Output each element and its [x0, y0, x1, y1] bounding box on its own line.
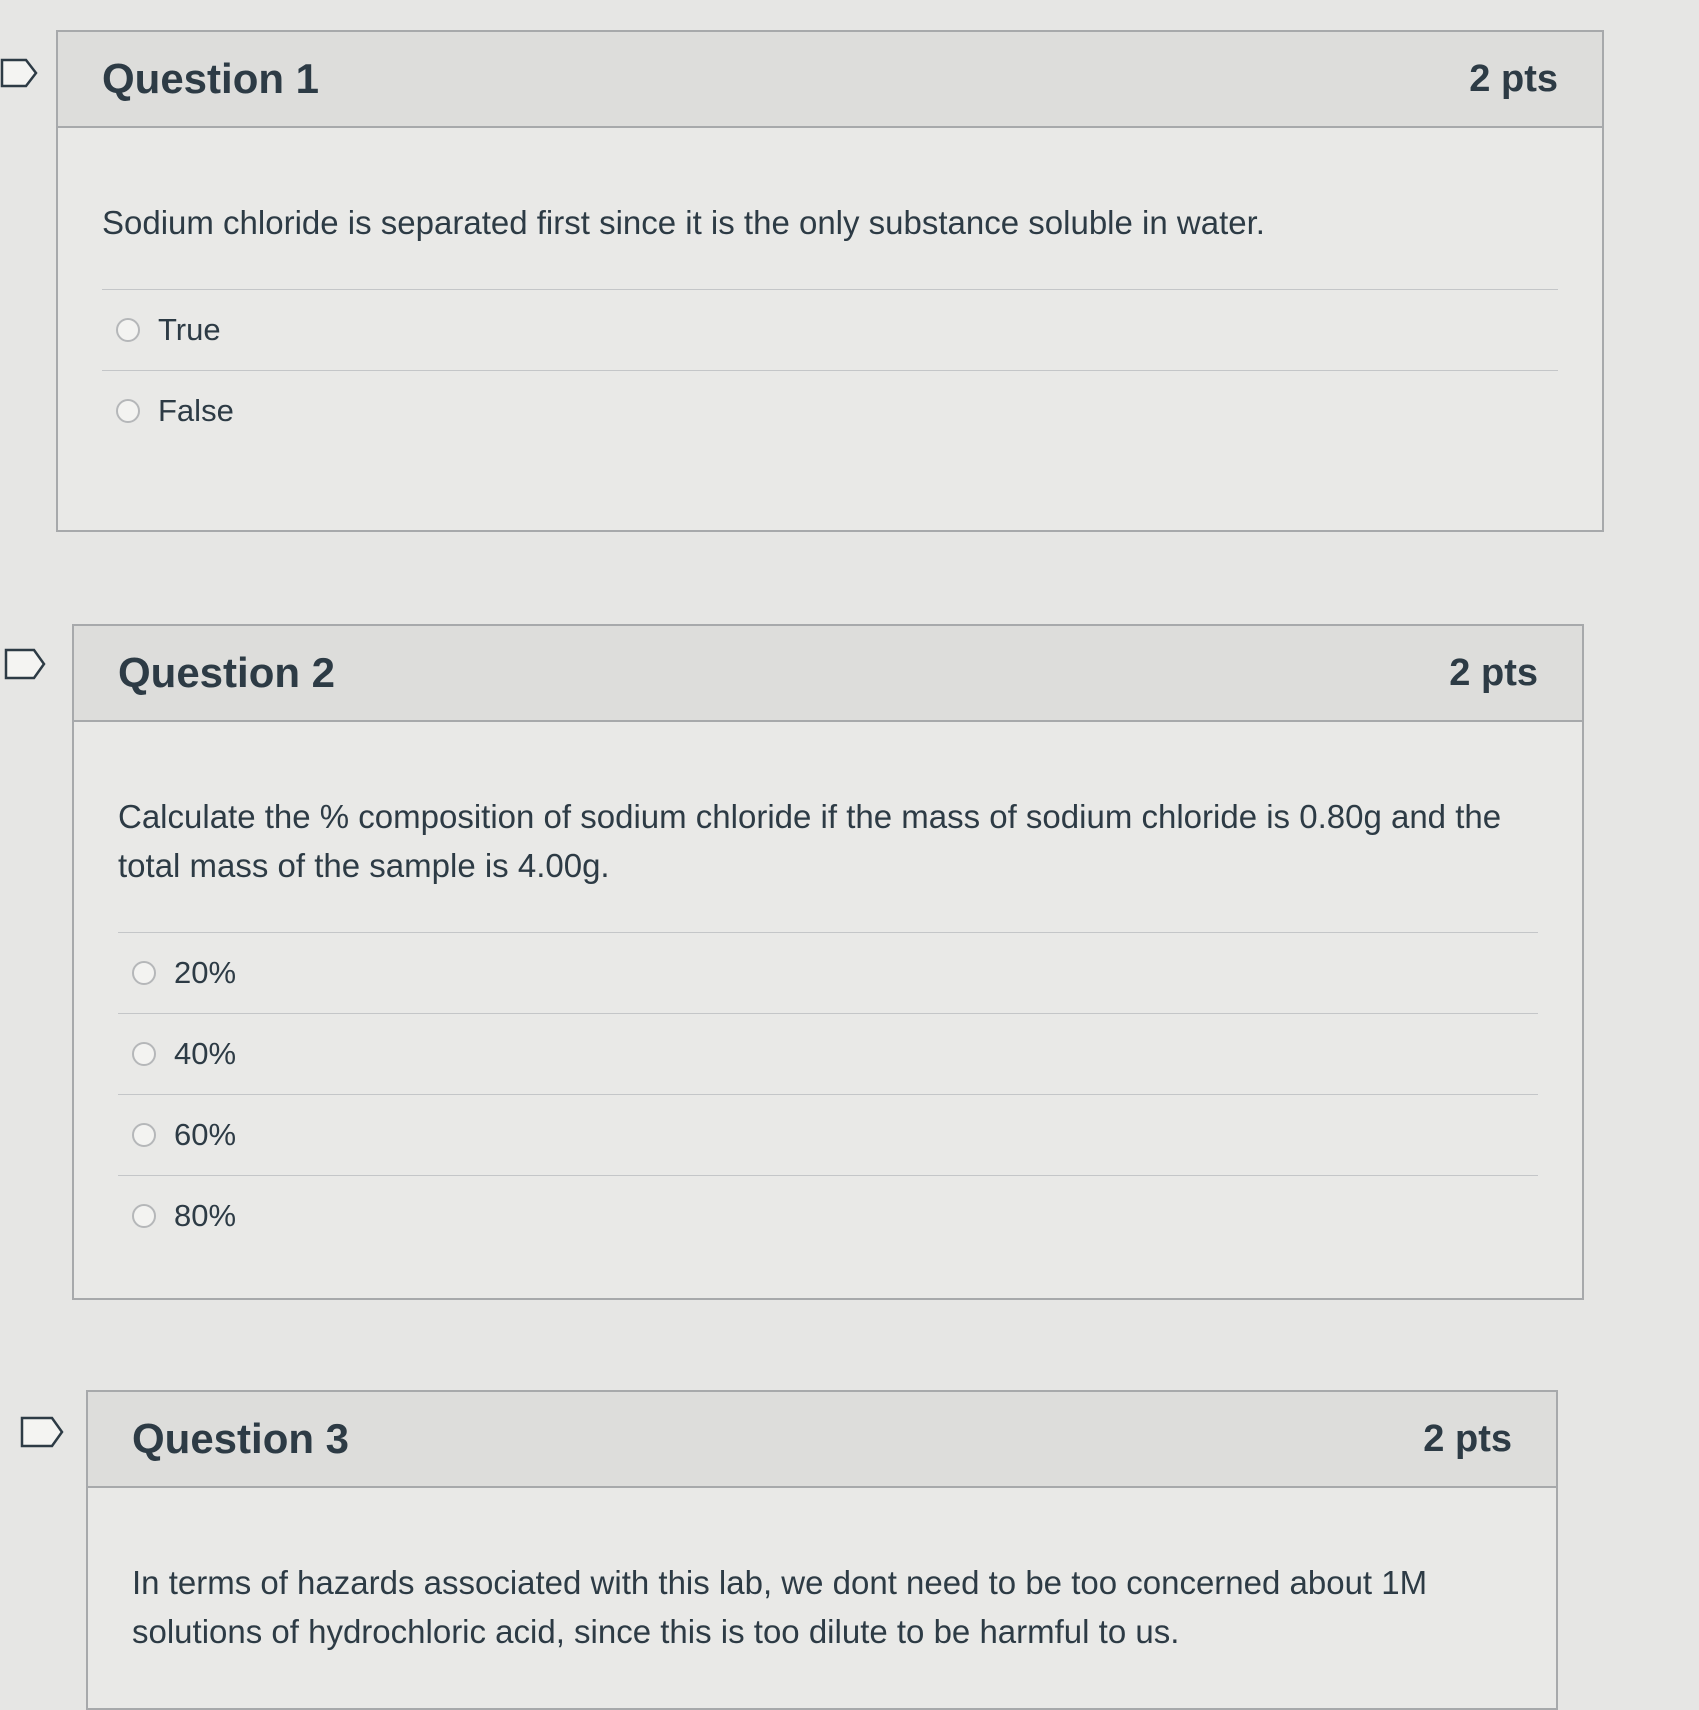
question-body [88, 1488, 1556, 1656]
question-3 [86, 1390, 1558, 1710]
answer-label: 40% [174, 1036, 237, 1071]
question-1 [56, 30, 1604, 532]
question-title: Question 2 [118, 649, 336, 696]
answer-list [102, 289, 1558, 451]
question-points: 2 pts [1423, 1417, 1512, 1460]
question-header [58, 32, 1602, 128]
flag-question-3-icon[interactable] [20, 1416, 60, 1444]
answer-list [118, 932, 1538, 1256]
question-2 [72, 624, 1584, 1300]
flag-question-2-icon[interactable] [4, 648, 44, 676]
radio-button[interactable] [132, 961, 156, 985]
answer-option-40[interactable] [118, 1013, 1538, 1094]
question-title: Question 3 [132, 1415, 350, 1462]
radio-button[interactable] [116, 318, 140, 342]
radio-button[interactable] [116, 399, 140, 423]
answer-option-20[interactable] [118, 932, 1538, 1013]
question-header [74, 626, 1582, 722]
radio-button[interactable] [132, 1123, 156, 1147]
answer-option-true[interactable] [102, 289, 1558, 370]
answer-label: 20% [174, 955, 237, 990]
question-text: In terms of hazards associated with this lab, we dont need to be too concerned about 1M solutions of hydrochloric acid, since this is too dilute to be harmful to us. [132, 1564, 1428, 1650]
question-text: Sodium chloride is separated first since it is the only substance soluble in water. [102, 204, 1265, 241]
radio-button[interactable] [132, 1204, 156, 1228]
question-body [74, 722, 1582, 1256]
answer-option-false[interactable] [102, 370, 1558, 451]
question-title: Question 1 [102, 55, 320, 102]
answer-label: False [158, 393, 234, 428]
answer-option-60[interactable] [118, 1094, 1538, 1175]
question-body [58, 128, 1602, 451]
question-header [88, 1392, 1556, 1488]
radio-button[interactable] [132, 1042, 156, 1066]
answer-option-80[interactable] [118, 1175, 1538, 1256]
question-points: 2 pts [1449, 651, 1538, 694]
answer-label: 60% [174, 1117, 237, 1152]
answer-label: True [158, 312, 221, 347]
question-text: Calculate the % composition of sodium chloride if the mass of sodium chloride is 0.80g and the total mass of the sample is 4.00g. [118, 798, 1502, 884]
flag-question-1-icon[interactable] [0, 58, 40, 86]
question-points: 2 pts [1469, 57, 1558, 100]
answer-label: 80% [174, 1198, 237, 1233]
